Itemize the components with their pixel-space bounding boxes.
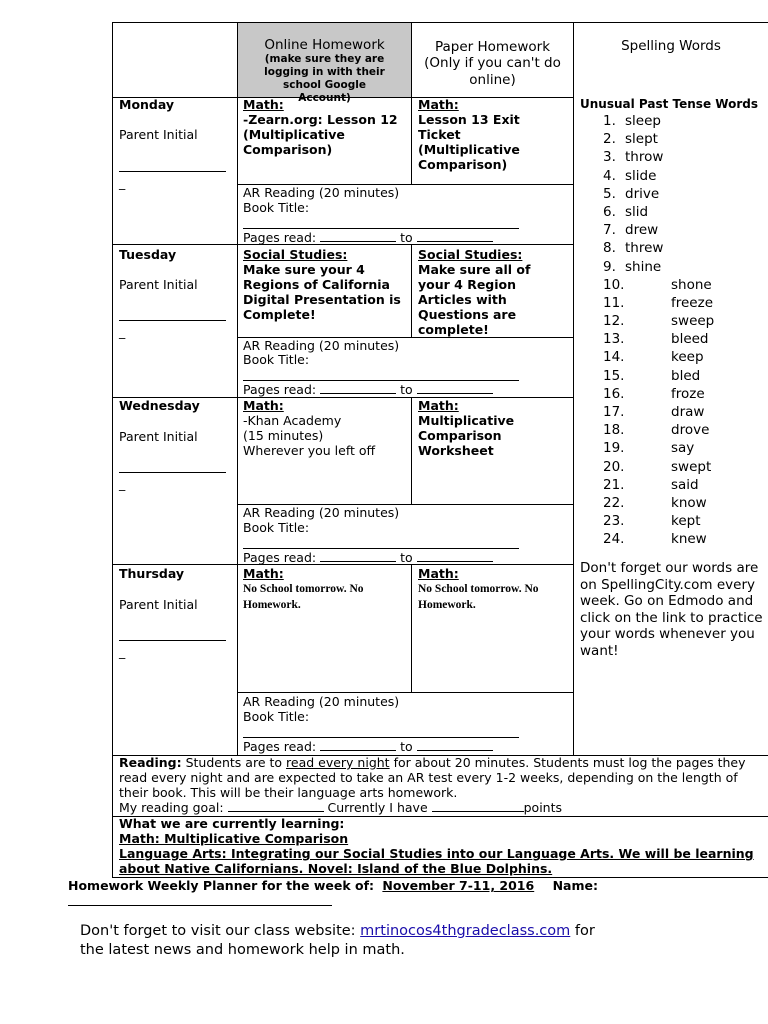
spelling-word-item (580, 312, 768, 330)
wednesday-online-heading: Math: (243, 398, 284, 413)
spelling-word: bleed (671, 331, 709, 348)
tuesday-paper-line-4: Questions are (418, 307, 517, 322)
spelling-word-item (580, 294, 768, 312)
spelling-word: drove (671, 422, 710, 439)
spelling-word-item (580, 148, 768, 166)
table-border-left (112, 22, 113, 878)
tuesday-dash: _ (119, 324, 126, 339)
spelling-word-item (580, 239, 768, 257)
monday-paper-heading: Math: (418, 97, 459, 112)
paper-header-title: Paper Homework (434, 39, 551, 55)
spelling-reminder-line-2: on SpellingCity.com every (580, 576, 756, 593)
spelling-reminder-line-6: want! (580, 642, 619, 659)
to-label: to (400, 230, 413, 245)
spelling-word-item (580, 185, 768, 203)
wednesday-book-title: Book Title: (243, 520, 310, 535)
spelling-word-number: 19. (603, 440, 625, 457)
points-blank[interactable] (432, 800, 524, 812)
monday-paper-line-4: Comparison) (418, 157, 508, 172)
reading-text-1a: Students are to (181, 755, 287, 770)
pages-from-blank[interactable] (320, 230, 396, 242)
spelling-word-number: 22. (603, 494, 625, 511)
wednesday-paper-line-3: Worksheet (418, 443, 494, 458)
online-header-title: Online Homework (264, 37, 385, 53)
spelling-word-number: 4. (603, 167, 616, 184)
monday-dash: _ (119, 175, 126, 190)
row-line-thu-ar (237, 692, 573, 693)
spelling-word-item (580, 530, 768, 548)
tuesday-book-line[interactable] (243, 380, 519, 381)
spelling-word-item (580, 203, 768, 221)
spelling-word: kept (671, 513, 701, 530)
monday-ar-reading: AR Reading (20 minutes) (243, 185, 400, 200)
pages-to-blank[interactable] (417, 739, 493, 751)
learning-la-2: about Native Californians. Novel: Island of the Blue Dolphins. (119, 861, 553, 876)
spelling-word-item (580, 130, 768, 148)
reading-line-3: their book. This will be their language arts homework. (119, 785, 458, 800)
learning-section (119, 816, 754, 876)
spelling-word: sleep (625, 113, 661, 129)
spelling-word: bled (671, 367, 701, 384)
spelling-reminder-line-5: your words whenever you (580, 626, 755, 642)
reading-goal-label: My reading goal: (119, 800, 224, 815)
thursday-pages-read (243, 739, 493, 754)
spelling-reminder (580, 560, 763, 659)
monday-paper-line-2: Ticket (418, 127, 461, 142)
website-line-2: the latest news and homework help in math. (80, 942, 405, 958)
wednesday-paper-line-1: Multiplicative (418, 413, 515, 428)
spelling-word-item (580, 330, 768, 348)
thursday-book-line[interactable] (243, 737, 519, 738)
thursday-online-line-1: No School tomorrow. No (243, 583, 364, 595)
spelling-word-number: 23. (603, 513, 625, 530)
pages-read-label: Pages read: (243, 230, 317, 245)
wednesday-online-line-1: -Khan Academy (243, 413, 342, 428)
spelling-word-number: 8. (603, 240, 616, 257)
spelling-word-number: 14. (603, 349, 625, 366)
spelling-word-number: 18. (603, 422, 625, 439)
monday-label: Monday (119, 97, 175, 112)
currently-label: Currently I have (327, 800, 428, 815)
pages-to-blank[interactable] (417, 382, 493, 394)
reading-line-2: read every night and are expected to take an AR test every 1-2 weeks, depending on the length of (119, 770, 738, 785)
wednesday-dash: _ (119, 476, 126, 491)
online-header-note: (make sure they are logging in with their school Google Account) (264, 53, 385, 104)
spelling-word-number: 10. (603, 276, 625, 293)
website-note (80, 922, 595, 960)
spelling-word: drew (625, 222, 659, 239)
spelling-word-number: 12. (603, 313, 625, 330)
to-label: to (400, 739, 413, 754)
paper-header (412, 39, 573, 89)
spelling-word-number: 7. (603, 222, 616, 239)
spelling-word: know (671, 494, 707, 511)
tuesday-parent-initial: Parent Initial (119, 277, 198, 292)
reading-label: Reading: (119, 755, 182, 770)
spelling-word-number: 5. (603, 185, 616, 202)
name-line[interactable] (68, 905, 332, 906)
pages-read-label: Pages read: (243, 550, 317, 565)
monday-book-title: Book Title: (243, 200, 310, 215)
spelling-word-number: 15. (603, 367, 625, 384)
spelling-word: draw (671, 404, 705, 420)
monday-parent-initial: Parent Initial (119, 127, 198, 142)
website-post: for (570, 923, 595, 939)
paper-divider-thu (411, 564, 412, 692)
planner-line (68, 878, 598, 893)
spelling-word: sweep (671, 313, 715, 330)
spelling-word-number: 3. (603, 149, 616, 166)
spelling-word: froze (671, 385, 705, 402)
spelling-reminder-line-1: Don't forget our words are (580, 560, 759, 576)
tuesday-label: Tuesday (119, 247, 177, 262)
spelling-word-number: 16. (603, 385, 625, 402)
thursday-dash: _ (119, 644, 126, 659)
spelling-word-number: 6. (603, 203, 616, 220)
planner-name-label: Name: (552, 878, 598, 893)
spelling-word: freeze (671, 294, 714, 311)
col-divider-1 (237, 22, 238, 755)
spelling-word: slid (625, 203, 649, 220)
planner-week[interactable]: November 7-11, 2016 (382, 878, 535, 893)
spelling-word-item (580, 476, 768, 494)
reading-section (119, 755, 746, 815)
thursday-online-line-2: Homework. (243, 599, 301, 611)
paper-divider-tue (411, 244, 412, 337)
spelling-word: knew (671, 531, 707, 548)
thursday-online-heading: Math: (243, 566, 284, 581)
wednesday-label: Wednesday (119, 398, 200, 413)
spelling-word: swept (671, 458, 712, 475)
tuesday-paper-heading: Social Studies: (418, 247, 523, 262)
wednesday-online-line-2: (15 minutes) (243, 428, 324, 443)
spelling-word-item (580, 439, 768, 457)
spelling-word: threw (625, 240, 664, 257)
spelling-word-item (580, 494, 768, 512)
spelling-word: shone (671, 276, 712, 293)
spelling-word-item (580, 512, 768, 530)
tuesday-paper-line-1: Make sure all of (418, 262, 531, 277)
spelling-word: keep (671, 349, 704, 366)
to-label: to (400, 550, 413, 565)
spelling-word-number: 9. (603, 258, 616, 275)
tuesday-pages-read (243, 382, 493, 397)
tuesday-initial-line[interactable] (119, 320, 226, 321)
paper-divider-mon (411, 97, 412, 184)
tuesday-book-title: Book Title: (243, 352, 310, 367)
spelling-word: slept (625, 131, 658, 148)
spelling-word-item (580, 258, 768, 276)
planner-label: Homework Weekly Planner for the week of: (68, 878, 375, 893)
wednesday-pages-read (243, 550, 493, 565)
tuesday-online-line-3: Digital Presentation is (243, 292, 401, 307)
monday-book-line[interactable] (243, 228, 519, 229)
spelling-word-item (580, 348, 768, 366)
tuesday-online-heading: Social Studies: (243, 247, 348, 262)
reading-line-1 (119, 755, 746, 770)
spelling-header: Spelling Words (621, 38, 721, 54)
monday-online-line-3: Comparison) (243, 142, 333, 157)
spelling-word-number: 2. (603, 131, 616, 148)
tuesday-online-line-4: Complete! (243, 307, 316, 322)
thursday-book-title: Book Title: (243, 709, 310, 724)
pages-from-blank[interactable] (320, 550, 396, 562)
to-label: to (400, 382, 413, 397)
thursday-initial-line[interactable] (119, 640, 226, 641)
tuesday-paper-line-2: your 4 Region (418, 277, 517, 292)
spelling-word-number: 20. (603, 458, 625, 475)
learning-math: Math: Multiplicative Comparison (119, 831, 349, 846)
tuesday-online-line-2: Regions of California (243, 277, 390, 292)
paper-header-note: (Only if you can't do online) (424, 55, 561, 88)
thursday-paper-heading: Math: (418, 566, 459, 581)
spelling-word-item (580, 458, 768, 476)
wednesday-paper-line-2: Comparison (418, 428, 502, 443)
monday-online-line-1: -Zearn.org: Lesson 12 (243, 112, 398, 127)
monday-online-heading: Math: (243, 97, 284, 112)
table-border-top (112, 22, 768, 23)
tuesday-online-line-1: Make sure your 4 (243, 262, 365, 277)
spelling-word-item (580, 167, 768, 185)
reading-text-1b: read every night (286, 755, 390, 770)
spelling-word-item (580, 112, 768, 130)
paper-divider-wed (411, 397, 412, 504)
wednesday-paper-heading: Math: (418, 398, 459, 413)
tuesday-paper-line-5: complete! (418, 322, 489, 337)
website-pre: Don't forget to visit our class website: (80, 923, 361, 939)
spelling-word: drive (625, 185, 660, 202)
thursday-label: Thursday (119, 566, 185, 581)
points-label: points (523, 800, 563, 815)
spelling-word-number: 21. (603, 476, 625, 493)
spelling-word-number: 1. (603, 113, 616, 129)
spelling-word: shine (625, 258, 662, 275)
pages-from-blank[interactable] (320, 382, 396, 394)
spelling-word-item (580, 421, 768, 439)
pages-from-blank[interactable] (320, 739, 396, 751)
website-line-1 (80, 922, 595, 941)
spelling-word-list (580, 112, 768, 549)
wednesday-online-line-3: Wherever you left off (243, 443, 376, 458)
tuesday-paper-line-3: Articles with (418, 292, 507, 307)
spelling-word-item (580, 385, 768, 403)
spelling-word-item (580, 221, 768, 239)
spelling-word: said (671, 476, 699, 493)
thursday-paper-line-1: No School tomorrow. No (418, 583, 539, 595)
monday-initial-line[interactable] (119, 171, 226, 172)
online-header (238, 37, 411, 105)
wednesday-ar-reading: AR Reading (20 minutes) (243, 505, 400, 520)
spelling-word-item (580, 403, 768, 421)
learning-title: What we are currently learning: (119, 816, 345, 831)
spelling-reminder-line-3: week. Go on Edmodo and (580, 593, 754, 609)
thursday-ar-reading: AR Reading (20 minutes) (243, 694, 400, 709)
spelling-word-number: 13. (603, 331, 625, 348)
spelling-word-number: 17. (603, 404, 625, 420)
reading-goal-blank[interactable] (228, 800, 324, 812)
spelling-reminder-line-4: click on the link to practice (580, 609, 763, 626)
tuesday-ar-reading: AR Reading (20 minutes) (243, 338, 400, 353)
monday-paper-line-3: (Multiplicative (418, 142, 520, 157)
thursday-paper-line-2: Homework. (418, 599, 476, 611)
spelling-word: slide (625, 167, 657, 184)
monday-pages-read (243, 230, 493, 245)
pages-to-blank[interactable] (417, 550, 493, 562)
pages-read-label: Pages read: (243, 382, 317, 397)
class-website-link[interactable]: mrtinocos4thgradeclass.com (360, 923, 571, 939)
spelling-word-number: 11. (603, 294, 625, 311)
pages-to-blank[interactable] (417, 230, 493, 242)
wednesday-parent-initial: Parent Initial (119, 429, 198, 444)
spelling-word: throw (625, 149, 664, 166)
wednesday-initial-line[interactable] (119, 472, 226, 473)
spelling-word: say (671, 440, 695, 457)
monday-paper-line-1: Lesson 13 Exit (418, 112, 520, 127)
learning-la-1: Language Arts: Integrating our Social Studies into our Language Arts. We will be learning (119, 846, 754, 861)
col-divider-3 (573, 22, 574, 755)
wednesday-book-line[interactable] (243, 548, 519, 549)
spelling-word-item (580, 367, 768, 385)
spelling-word-number: 24. (603, 531, 625, 548)
reading-text-1c: for about 20 minutes. Students must log the pages they (389, 755, 746, 770)
reading-goal-line (119, 800, 746, 815)
spelling-list-title: Unusual Past Tense Words (580, 97, 758, 111)
pages-read-label: Pages read: (243, 739, 317, 754)
monday-online-line-2: (Multiplicative (243, 127, 345, 142)
spelling-word-item (580, 276, 768, 294)
thursday-parent-initial: Parent Initial (119, 597, 198, 612)
